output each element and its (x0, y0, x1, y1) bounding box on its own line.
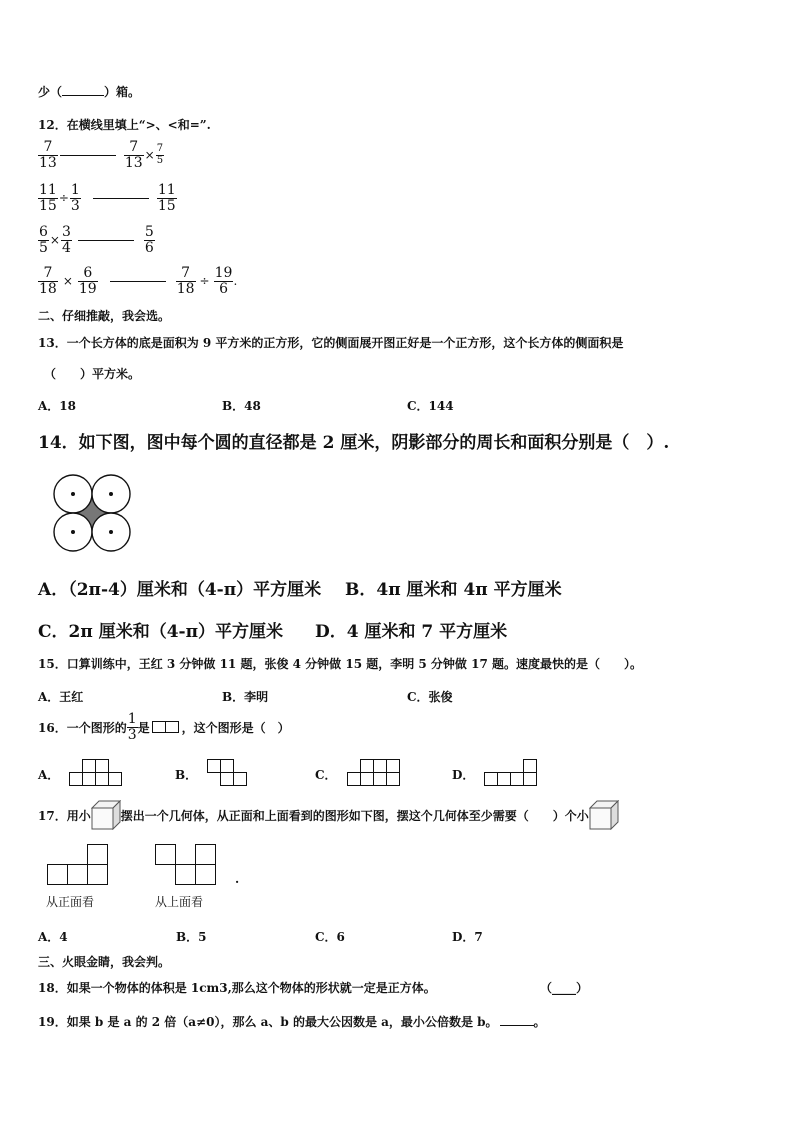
q16-shape-a (68, 759, 124, 787)
small-cube-icon (91, 800, 121, 830)
top-view-figure (154, 843, 220, 887)
four-circles-figure (50, 474, 136, 554)
two-squares-icon (152, 721, 180, 733)
section-3-heading: 三、火眼金睛，我会判。 (38, 955, 171, 969)
q16-shape-d (483, 759, 539, 787)
q16-option-a[interactable]: A． (38, 768, 60, 782)
q17-stem: 17．用小 摆出一个几何体，从正面和上面看到的图形如下图，摆这个几何体至少需要（ ）个小 (38, 800, 619, 830)
q14-option-c[interactable]: C．2π 厘米和（4-π）平方厘米 (38, 622, 284, 642)
front-view-figure (46, 843, 112, 887)
q16-option-d[interactable]: D． (452, 768, 475, 782)
q15-option-b[interactable]: B．李明 (222, 690, 269, 704)
q19-stem: 19．如果 b 是 a 的 2 倍（a≠0），那么 a、b 的最大公因数是 a，最小公倍数是 b。 。 (38, 1015, 546, 1029)
q13-option-a[interactable]: A．18 (38, 399, 77, 413)
q12-row-4: $\frac{7}{18}$ × $\frac{6}{19}$ $\frac{7}{18}$ ÷ $\frac{19}{6}$ . (39, 265, 238, 297)
q16-shape-c (346, 759, 402, 787)
q17-option-a[interactable]: A．4 (38, 930, 68, 944)
q14-option-d[interactable]: D．4 厘米和 7 平方厘米 (315, 622, 508, 642)
q14-option-b[interactable]: B．4π 厘米和 4π 平方厘米 (345, 580, 562, 600)
q15-stem: 15．口算训练中，王红 3 分钟做 11 题，张俊 4 分钟做 15 题，李明 5 分钟做 17 题。速度最快的是（ ）。 (38, 657, 642, 671)
q18-answer-blank[interactable]: （____） (540, 981, 589, 995)
q13-option-c[interactable]: C．144 (407, 399, 454, 413)
q14-option-a[interactable]: A．（2π-4）厘米和（4-π）平方厘米 (38, 580, 322, 600)
q18-stem: 18．如果一个物体的体积是 1cm3,那么这个物体的形状就一定是正方体。 (38, 981, 436, 995)
q14-stem: 14．如下图，图中每个圆的直径都是 2 厘米，阴影部分的周长和面积分别是（ ）. (38, 433, 670, 453)
q12-row-2: $\frac{11}{15}$ ÷ $\frac{1}{3}$ $\frac{11}{15}$ (39, 182, 176, 214)
q17-option-b[interactable]: B．5 (176, 930, 207, 944)
answer-blank[interactable] (62, 95, 104, 96)
q11-tail: 少（ ）箱。 (38, 85, 141, 99)
q15-option-a[interactable]: A．王红 (38, 690, 84, 704)
answer-blank[interactable] (500, 1025, 534, 1026)
q12-row-1: $\frac{7}{13}$ $\frac{7}{13}$ × $\frac{7}{5}$ (39, 139, 164, 171)
figure-period: . (235, 872, 240, 886)
q17-option-d[interactable]: D．7 (452, 930, 483, 944)
q13-option-b[interactable]: B．48 (222, 399, 261, 413)
q15-option-c[interactable]: C．张俊 (407, 690, 453, 704)
q13-stem-line2: （ ）平方米。 (44, 367, 141, 381)
q12-row-3: $\frac{6}{5}$ × $\frac{3}{4}$ $\frac{5}{6}$ (39, 224, 154, 256)
answer-blank[interactable] (110, 281, 166, 282)
small-cube-icon (589, 800, 619, 830)
q16-shape-b (206, 759, 250, 787)
q16-option-b[interactable]: B． (175, 768, 198, 782)
answer-blank[interactable] (78, 240, 134, 241)
q13-stem-line1: 13．一个长方体的底是面积为 9 平方米的正方形，它的侧面展开图正好是一个正方形，这个长方体的侧面积是 (38, 336, 624, 350)
answer-blank[interactable] (60, 155, 116, 156)
top-view-label: 从上面看 (155, 895, 204, 909)
q12-stem: 12．在横线里填上“>、<和=”. (38, 118, 211, 132)
answer-blank[interactable] (93, 198, 149, 199)
section-2-heading: 二、仔细推敲，我会选。 (38, 309, 171, 323)
q16-stem: 16．一个图形的 $\frac{1}{3}$ 是 ，这个图形是（ ） (38, 711, 290, 743)
q17-option-c[interactable]: C．6 (315, 930, 345, 944)
front-view-label: 从正面看 (46, 895, 95, 909)
q16-option-c[interactable]: C． (315, 768, 337, 782)
